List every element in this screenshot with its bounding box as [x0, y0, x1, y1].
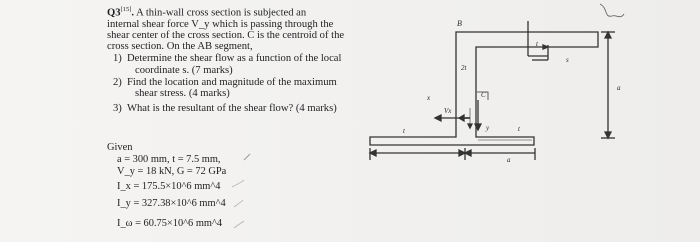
intro-line: internal shear force V_y which is passing through the — [107, 18, 334, 30]
label-a-side: a — [617, 84, 621, 92]
label-Vx: Vx — [444, 107, 452, 115]
task-number: 1) — [113, 53, 122, 65]
task-line: shear stress. (4 marks) — [135, 87, 230, 99]
intro-line: cross section. On the AB segment, — [107, 41, 253, 53]
pencil-marks — [220, 140, 260, 240]
task-item — [107, 53, 369, 75]
given-title: Given — [107, 142, 133, 153]
label-C: C — [481, 91, 486, 99]
task-list — [107, 53, 369, 114]
task-line: Determine the shear flow as a function of the local — [127, 53, 342, 65]
given-row: I_y = 327.38×10^6 mm^4 — [117, 198, 226, 209]
given-row: I_x = 175.5×10^6 mm^4 — [117, 181, 221, 192]
task-number: 3) — [113, 103, 122, 115]
given-row: V_y = 18 kN, G = 72 GPa — [117, 166, 227, 177]
task-item — [107, 77, 369, 99]
label-t-right: t — [518, 125, 520, 133]
task-number: 2) — [113, 76, 122, 88]
intro-line: A thin-wall cross section is subjected an — [136, 7, 307, 19]
label-t-left: t — [403, 127, 405, 135]
cross-section-figure — [360, 0, 690, 242]
intro-line: shear center of the cross section. C is the centroid of the — [107, 29, 345, 41]
question-number: Q3 — [107, 7, 121, 19]
task-line: coordinate s. (7 marks) — [135, 64, 233, 76]
question-marks: [15] — [120, 6, 132, 13]
task-line: What is the resultant of the shear flow? (4 marks) — [127, 103, 337, 115]
label-x: x — [427, 94, 431, 102]
label-t-top: t — [536, 40, 538, 48]
label-B: B — [457, 19, 462, 28]
label-s: s — [566, 56, 569, 64]
label-2t: 2t — [461, 64, 467, 72]
given-row: a = 300 mm, t = 7.5 mm, — [117, 154, 221, 165]
task-line: Find the location and magnitude of the maximum — [127, 76, 337, 88]
problem-statement — [107, 4, 369, 114]
given-row: I_ω = 60.75×10^6 mm^4 — [117, 218, 223, 229]
label-y: y — [486, 124, 490, 132]
label-a-bottom: a — [507, 156, 511, 164]
task-item — [107, 103, 369, 114]
problem-line-1: Q3[15]. A thin-wall cross section is subjected an — [107, 6, 307, 19]
